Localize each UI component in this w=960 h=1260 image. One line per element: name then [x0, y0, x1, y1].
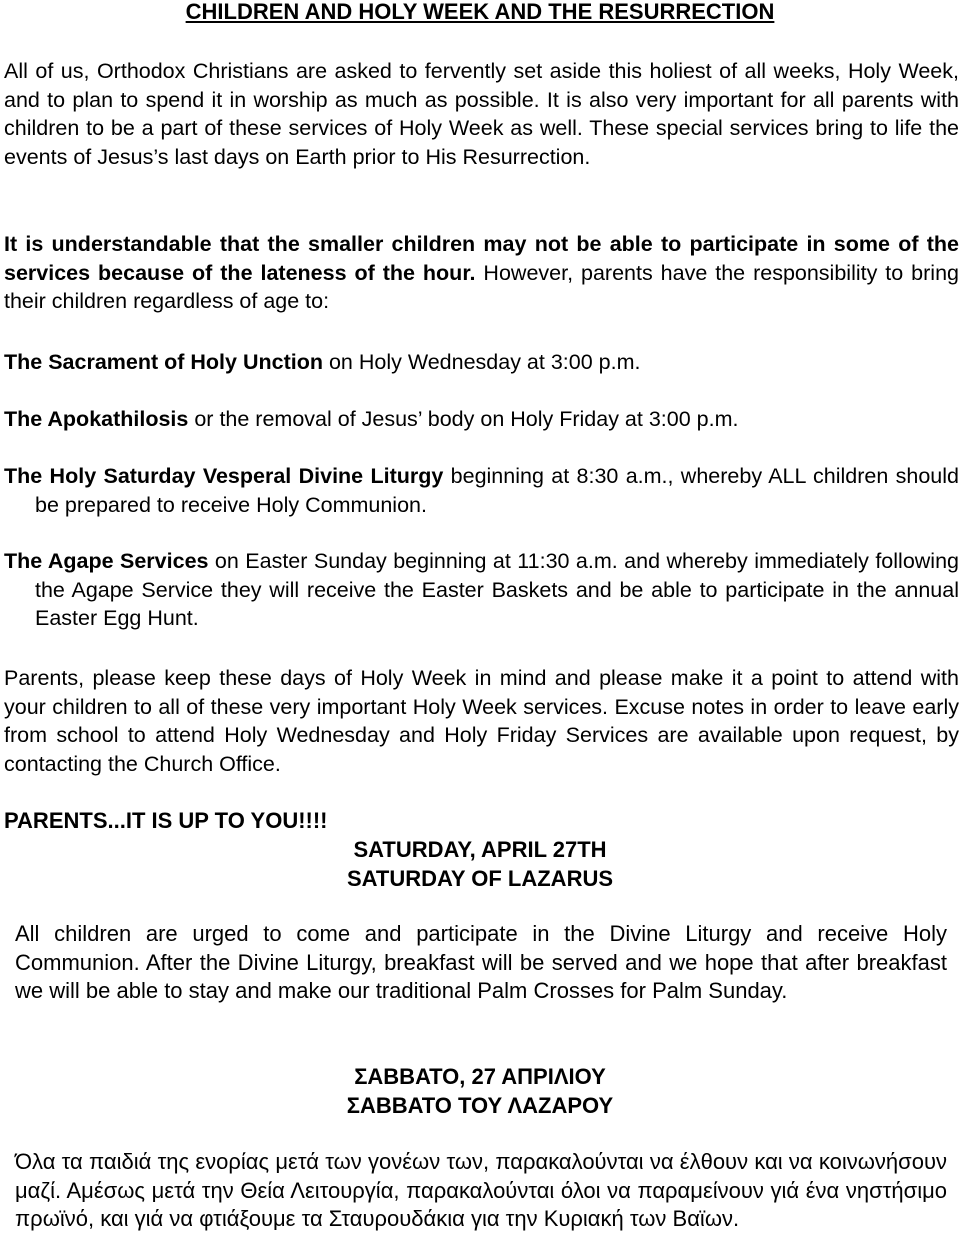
parents-callout: PARENTS...IT IS UP TO YOU!!!!: [4, 808, 328, 833]
service-name: The Sacrament of Holy Unction: [4, 350, 323, 374]
english-heading-date: SATURDAY, APRIL 27TH: [353, 837, 607, 862]
service-item-holy-unction: [4, 348, 959, 377]
service-item-agape: [4, 547, 959, 633]
service-details: on Easter Sunday beginning at 11:30 a.m. and whereby immediately following the Agape Service they will receive the Easter Baskets and be able to participate in the annual Easter Egg Hunt.: [35, 549, 959, 631]
english-heading-title: SATURDAY OF LAZARUS: [346, 866, 614, 891]
understandable-rest-text: However, parents have the responsibility to bring their children regardless of age to:: [4, 260, 959, 314]
service-item-vesperal-liturgy: [4, 462, 959, 519]
intro-paragraph: All of us, Orthodox Christians are asked to fervently set aside this holiest of all weeks, Holy Week, and to plan to spend it in worship as much as possible. It is also very important for all parents with children to be a part of these services of Holy Week as well. These special services bring to life the events of Jesus’s last days on Earth prior to His Resurrection.: [4, 59, 959, 169]
english-body-paragraph: All children are urged to come and participate in the Divine Liturgy and receive Holy Communion. After the Divine Liturgy, breakfast will be served and we hope that after breakfast we will be able to stay and make our traditional Palm Crosses for Palm Sunday.: [15, 921, 947, 1004]
understandable-bold-text: It is understandable that the smaller children may not be able to participate in some of the services because of the lateness of the hour.: [4, 232, 959, 285]
service-details: or the removal of Jesus’ body on Holy Friday at 3:00 p.m.: [188, 407, 739, 431]
document-title: CHILDREN AND HOLY WEEK AND THE RESURRECTION: [185, 0, 775, 24]
service-name: The Apokathilosis: [4, 407, 189, 431]
greek-body-paragraph: Όλα τα παιδιά της ενορίας μετά των γονέων των, παρακαλούνται να έλθουν και να κοινωνήσουν μαζί. Αμέσως μετά την Θεία Λειτουργία, παρακαλούνται όλοι να παραμείνουν γιά ένα νηστήσιμο πρωϊνό, και γιά να φτιάξουμε τα Σταυρουδάκια για την Κυριακή των Βαϊων.: [15, 1149, 947, 1232]
service-details: beginning at 8:30 a.m., whereby ALL children should be prepared to receive Holy Communion.: [35, 464, 959, 517]
parents-paragraph: Parents, please keep these days of Holy Week in mind and please make it a point to attend with your children to all of these very important Holy Week services. Excuse notes in order to leave early from school to attend Holy Wednesday and Holy Friday Services are available upon request, by contacting the Church Office.: [4, 666, 959, 776]
service-name: The Agape Services: [4, 549, 209, 573]
greek-heading-title: ΣΑΒΒΑΤΟ ΤΟΥ ΛΑΖΑΡΟΥ: [346, 1093, 614, 1118]
service-details: on Holy Wednesday at 3:00 p.m.: [322, 350, 641, 374]
service-name: The Holy Saturday Vesperal Divine Liturgy: [4, 464, 444, 488]
service-item-apokathilosis: [4, 405, 959, 434]
greek-heading-date: ΣΑΒΒΑΤΟ, 27 ΑΠΡΙΛΙΟΥ: [354, 1064, 606, 1089]
understandable-paragraph: [4, 230, 959, 316]
